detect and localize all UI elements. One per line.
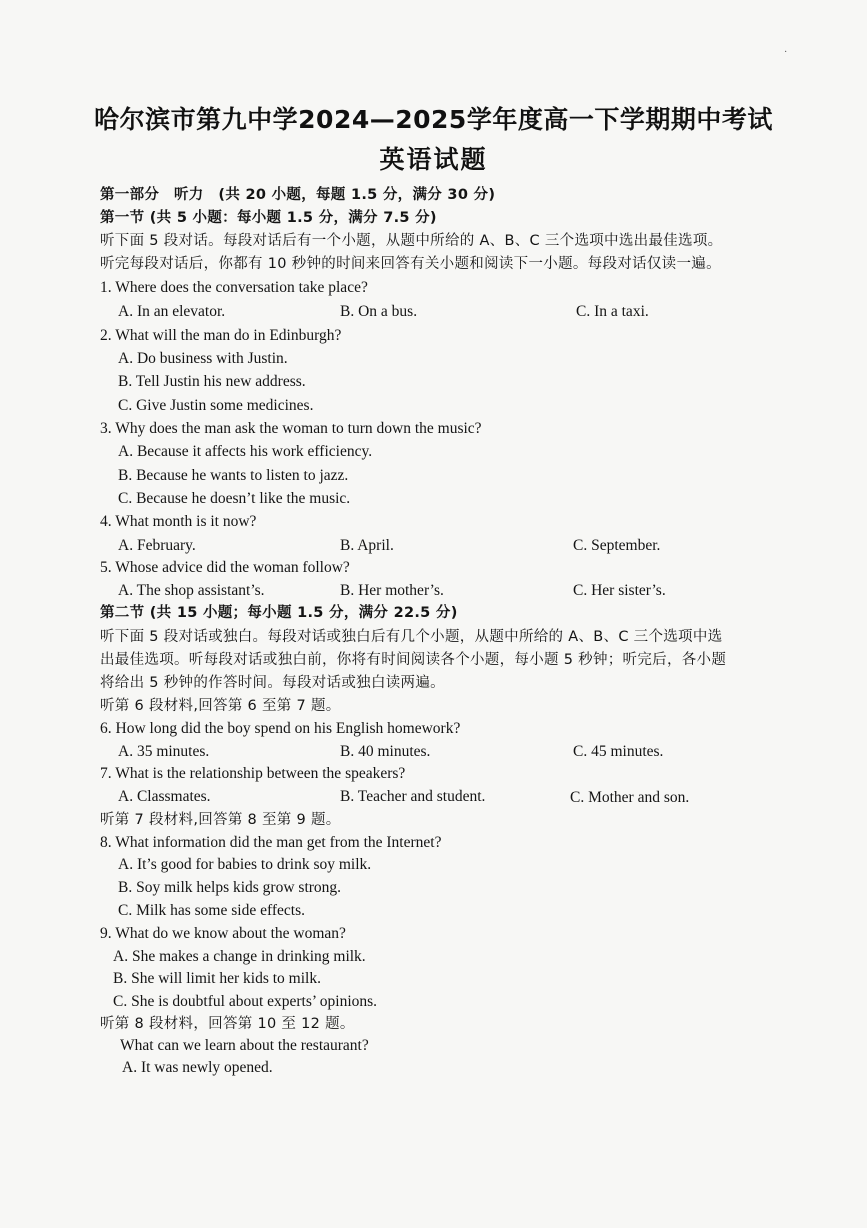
question-stem: 6. How long did the boy spend on his English homework? — [100, 720, 461, 737]
option-a: A. It’s good for babies to drink soy milk. — [118, 856, 372, 873]
option-c: C. September. — [573, 537, 661, 554]
section2-instruction-line: 出最佳选项。听每段对话或独白前，你将有时间阅读各个小题，每小题 5 秒钟；听完后，各小题 — [100, 652, 727, 668]
option-c: C. Her sister’s. — [573, 582, 666, 599]
option-b: B. Tell Justin his new address. — [118, 373, 306, 390]
option-b: B. Because he wants to listen to jazz. — [118, 467, 349, 484]
section1-instruction-line: 听下面 5 段对话。每段对话后有一个小题，从题中所给的 A、B、C 三个选项中选出最佳选项。 — [100, 233, 723, 249]
question-stem: 2. What will the man do in Edinburgh? — [100, 327, 342, 344]
option-a: A. 35 minutes. — [118, 743, 210, 760]
section1-instruction-line: 听完每段对话后，你都有 10 秒钟的时间来回答有关小题和阅读下一小题。每段对话仅读一遍。 — [100, 256, 721, 272]
option-a: A. Classmates. — [118, 788, 211, 805]
option-a: A. Because it affects his work efficiency. — [118, 443, 373, 460]
option-b: B. April. — [340, 537, 394, 554]
option-c: C. 45 minutes. — [573, 743, 664, 760]
option-a: A. It was newly opened. — [122, 1059, 273, 1076]
question-stem: 5. Whose advice did the woman follow? — [100, 559, 350, 576]
question-stem: 1. Where does the conversation take place? — [100, 279, 368, 296]
scan-speck: · — [784, 47, 788, 58]
option-a: A. February. — [118, 537, 196, 554]
section1-heading: 第一节 (共 5 小题：每小题 1.5 分，满分 7.5 分) — [100, 210, 437, 226]
question-stem: 9. What do we know about the woman? — [100, 925, 346, 942]
option-b: B. Soy milk helps kids grow strong. — [118, 879, 342, 896]
option-c: C. Mother and son. — [570, 789, 690, 806]
question-stem: 7. What is the relationship between the speakers? — [100, 765, 406, 782]
option-a: A. She makes a change in drinking milk. — [113, 948, 366, 965]
material-6-note: 听第 6 段材料,回答第 6 至第 7 题。 — [100, 698, 341, 714]
option-a: A. In an elevator. — [118, 303, 226, 320]
option-a: A. The shop assistant’s. — [118, 582, 265, 599]
material-8-note: 听第 8 段材料，回答第 10 至 12 题。 — [100, 1016, 355, 1032]
material-7-note: 听第 7 段材料,回答第 8 至第 9 题。 — [100, 812, 341, 828]
option-a: A. Do business with Justin. — [118, 350, 288, 367]
option-b: B. She will limit her kids to milk. — [113, 970, 321, 987]
exam-subtitle: 英语试题 — [379, 145, 488, 174]
option-c: C. Milk has some side effects. — [118, 902, 305, 919]
section2-instruction-line: 将给出 5 秒钟的作答时间。每段对话或独白读两遍。 — [100, 675, 445, 691]
question-stem: 4. What month is it now? — [100, 513, 257, 530]
option-b: B. 40 minutes. — [340, 743, 431, 760]
option-c: C. Give Justin some medicines. — [118, 397, 314, 414]
option-b: B. Teacher and student. — [340, 788, 486, 805]
option-b: B. On a bus. — [340, 303, 418, 320]
section2-heading: 第二节 (共 15 小题；每小题 1.5 分，满分 22.5 分) — [100, 605, 458, 621]
question-stem: 8. What information did the man get from the Internet? — [100, 834, 442, 851]
option-c: C. She is doubtful about experts’ opinions. — [113, 993, 378, 1010]
question-stem: What can we learn about the restaurant? — [120, 1037, 369, 1054]
option-c: C. In a taxi. — [576, 303, 649, 320]
question-stem: 3. Why does the man ask the woman to turn down the music? — [100, 420, 482, 437]
option-c: C. Because he doesn’t like the music. — [118, 490, 351, 507]
option-b: B. Her mother’s. — [340, 582, 444, 599]
section2-instruction-line: 听下面 5 段对话或独白。每段对话或独白后有几个小题，从题中所给的 A、B、C 三个选项中选 — [100, 629, 723, 645]
exam-title: 哈尔滨市第九中学2024—2025学年度高一下学期期中考试 — [94, 105, 773, 134]
part1-heading: 第一部分 听力 (共 20 小题，每题 1.5 分，满分 30 分) — [100, 187, 496, 203]
